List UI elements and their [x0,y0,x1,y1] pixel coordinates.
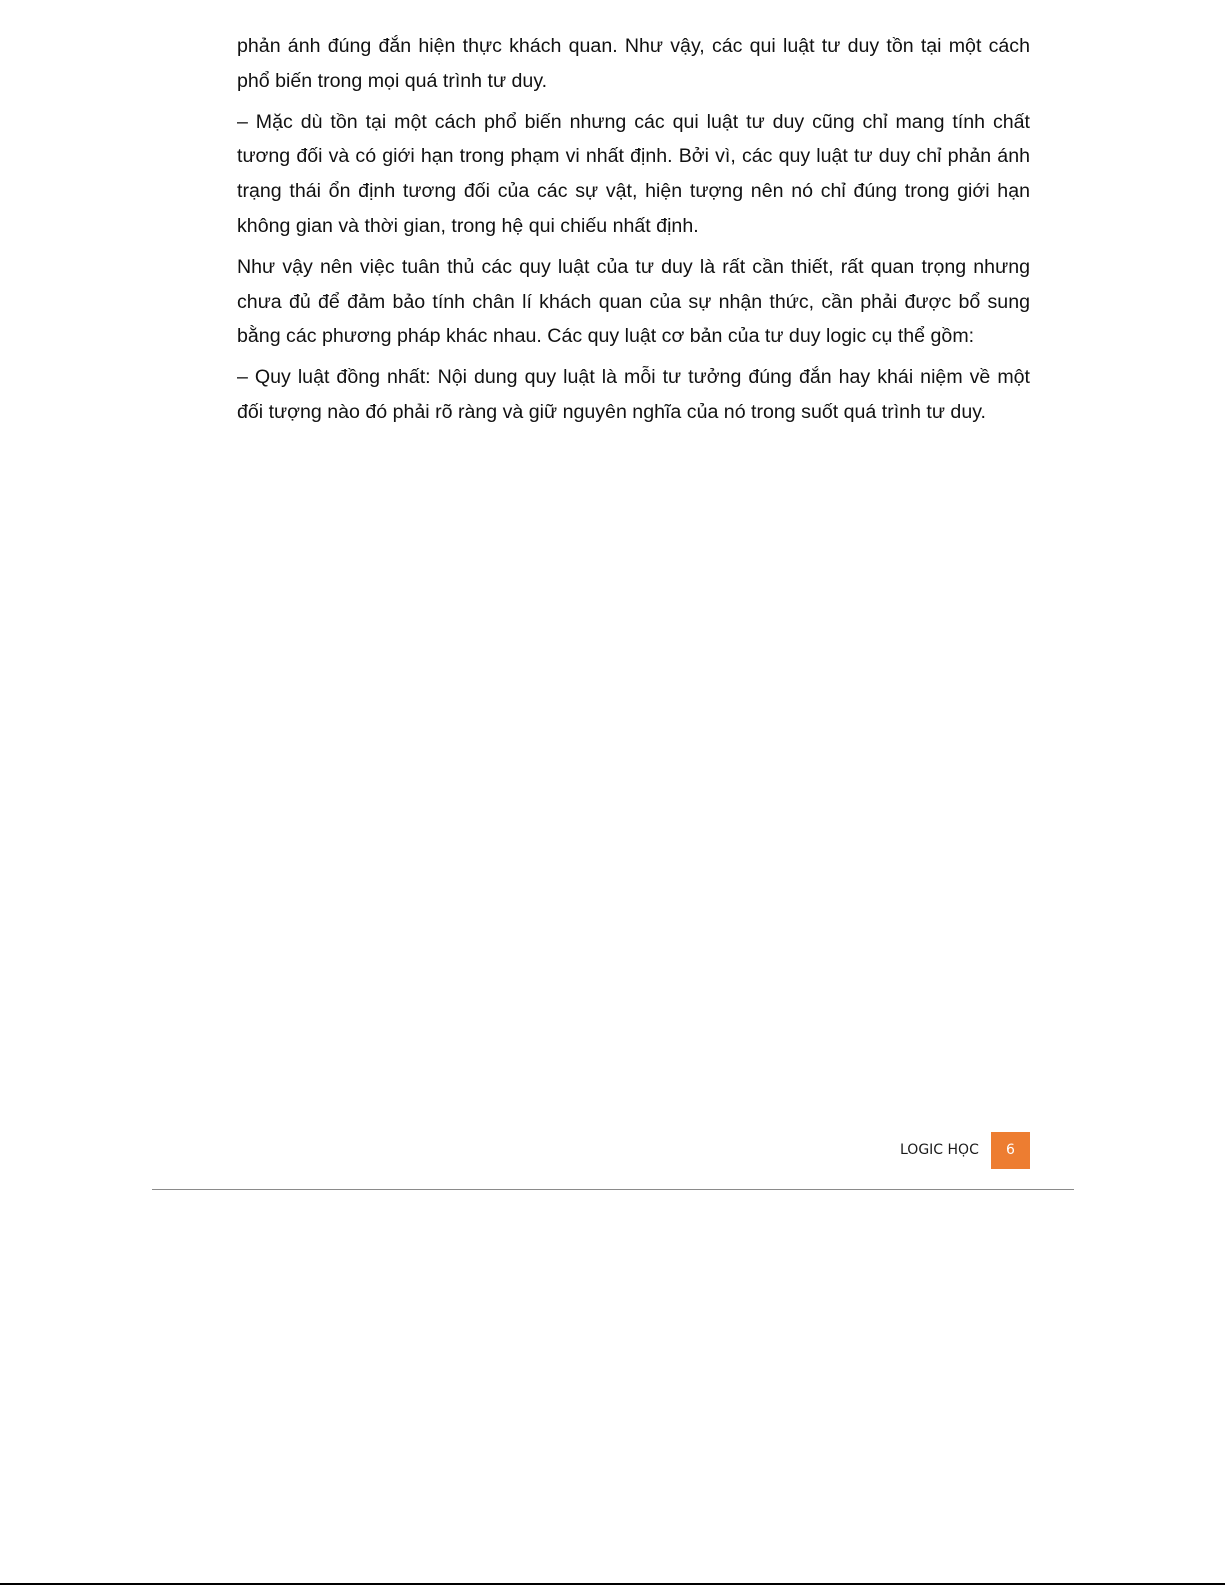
footer-title: LOGIC HỌC [900,1142,979,1158]
footer-divider [152,1189,1074,1190]
paragraph: Như vậy nên việc tuân thủ các quy luật của tư duy là rất cần thiết, rất quan trọng nhưng chưa đủ để đảm bảo tính chân lí khách quan của sự nhận thức, cần phải được bổ sung bằng các phương pháp khác nhau. Các quy luật cơ bản của tư duy logic cụ thể gồm: [237,255,1030,348]
paragraph: phản ánh đúng đắn hiện thực khách quan. Như vậy, các qui luật tư duy tồn tại một cách phổ biến trong mọi quá trình tư duy. [237,35,1030,92]
page-number-badge: 6 [991,1132,1030,1169]
paragraph: – Quy luật đồng nhất: Nội dung quy luật là mỗi tư tưởng đúng đắn hay khái niệm về một đối tượng nào đó phải rõ ràng và giữ nguyên nghĩa của nó trong suốt quá trình tư duy. [237,366,1030,423]
document-body [237,29,1030,436]
paragraph: – Mặc dù tồn tại một cách phổ biến nhưng các qui luật tư duy cũng chỉ mang tính chất tương đối và có giới hạn trong phạm vi nhất định. Bởi vì, các quy luật tư duy chỉ phản ánh trạng thái ổn định tương đối của các sự vật, hiện tượng nên nó chỉ đúng trong giới hạn không gian và thời gian, trong hệ qui chiếu nhất định. [237,110,1030,237]
